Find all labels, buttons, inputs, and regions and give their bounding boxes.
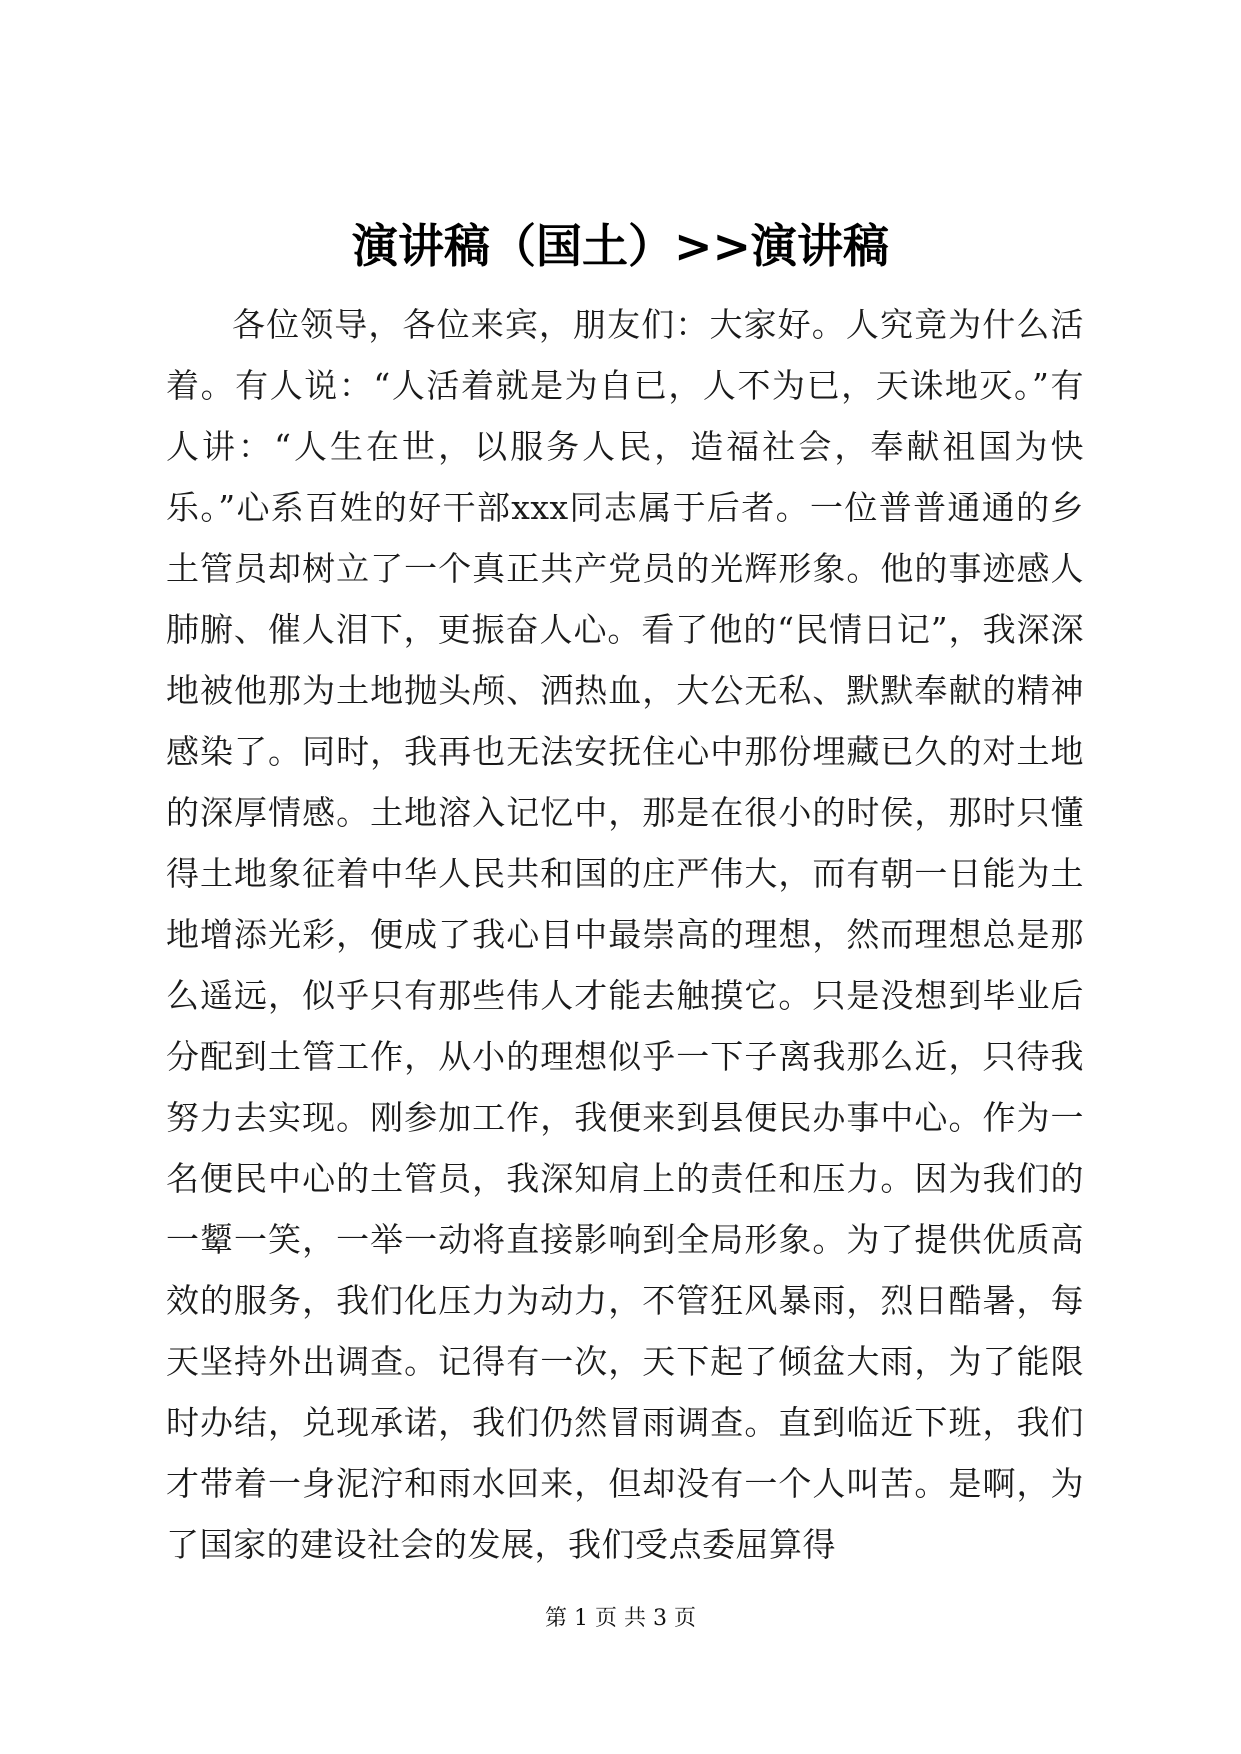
document-title: 演讲稿（国土）>>演讲稿	[351, 219, 890, 273]
page-number-footer: 第 1 页 共 3 页	[545, 1606, 696, 1631]
document-body-paragraph: 各位领导，各位来宾，朋友们：大家好。人究竟为什么活着。有人说：“人活着就是为自已，人不为已，天诛地灭。”有人讲：“人生在世，以服务人民，造福社会，奉献祖国为快乐。”心系百姓的好干部xxx同志属于后者。一位普普通通的乡土管员却树立了一个真正共产党员的光辉形象。他的事迹感人肺腑、催人泪下，更振奋人心。看了他的“民情日记”，我深深地被他那为土地抛头颅、洒热血，大公无私、默默奉献的精神感染了。同时，我再也无法安抚住心中那份埋藏已久的对土地的深厚情感。土地溶入记忆中，那是在很小的时侯，那时只懂得土地象征着中华人民共和国的庄严伟大，而有朝一日能为土地增添光彩，便成了我心目中最崇高的理想，然而理想总是那么遥远，似乎只有那些伟人才能去触摸它。只是没想到毕业后分配到土管工作，从小的理想似乎一下子离我那么近，只待我努力去实现。刚参加工作，我便来到县便民办事中心。作为一名便民中心的土管员，我深知肩上的责任和压力。因为我们的一颦一笑，一举一动将直接影响到全局形象。为了提供优质高效的服务，我们化压力为动力，不管狂风暴雨，烈日酷暑，每天坚持外出调查。记得有一次，天下起了倾盆大雨，为了能限时办结，兑现承诺，我们仍然冒雨调查。直到临近下班，我们才带着一身泥泞和雨水回来，但却没有一个人叫苦。是啊，为了国家的建设社会的发展，我们受点委屈算得	[166, 305, 1084, 1564]
